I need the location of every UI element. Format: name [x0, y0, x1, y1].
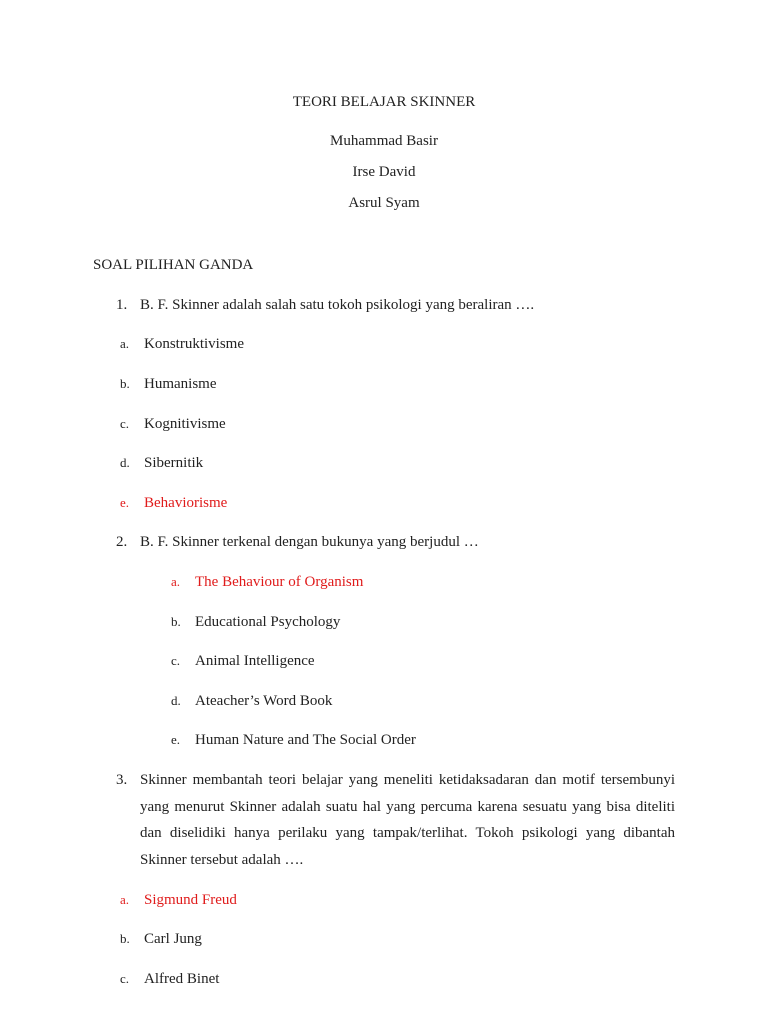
- option-letter: b.: [120, 376, 130, 391]
- option-text: Ateacher’s Word Book: [195, 693, 333, 709]
- author-name: Asrul Syam: [348, 195, 420, 211]
- option-text: Kognitivisme: [144, 416, 226, 432]
- option-letter: b.: [120, 931, 130, 946]
- option-text: Human Nature and The Social Order: [195, 732, 416, 748]
- option-letter: c.: [120, 971, 130, 986]
- correct-option-letter: a.: [171, 574, 181, 589]
- question-number: 1.: [116, 297, 128, 313]
- option-text: Alfred Binet: [144, 971, 220, 987]
- correct-option-text: Sigmund Freud: [144, 892, 237, 908]
- section-heading: SOAL PILIHAN GANDA: [93, 257, 254, 273]
- author-name: Irse David: [352, 164, 416, 180]
- option-letter: a.: [120, 336, 130, 351]
- option-letter: d.: [120, 455, 130, 470]
- correct-option-letter: a.: [120, 892, 130, 907]
- question-text-line: yang menurut Skinner adalah suatu hal yang percuma karena sesuatu yang bisa diteliti: [140, 798, 675, 815]
- question-number: 3.: [116, 772, 128, 788]
- question-text: B. F. Skinner terkenal dengan bukunya yang berjudul …: [140, 534, 479, 550]
- question-text-line: Skinner tersebut adalah ….: [140, 851, 304, 868]
- question-text-line: dan diselidiki hanya perilaku yang tampak/terlihat. Tokoh psikologi yang dibantah: [140, 825, 675, 841]
- question-number: 2.: [116, 534, 128, 550]
- correct-option-letter: e.: [120, 495, 130, 510]
- question-text: B. F. Skinner adalah salah satu tokoh psikologi yang beraliran ….: [140, 297, 535, 313]
- option-letter: c.: [171, 653, 181, 668]
- correct-option-text: Behaviorisme: [144, 495, 228, 511]
- option-letter: d.: [171, 693, 181, 708]
- option-text: Educational Psychology: [195, 614, 341, 630]
- option-text: Sibernitik: [144, 455, 204, 471]
- option-letter: e.: [171, 732, 181, 747]
- correct-option-text: The Behaviour of Organism: [195, 574, 364, 590]
- option-text: Konstruktivisme: [144, 336, 244, 352]
- option-letter: b.: [171, 614, 181, 629]
- question-text: [140, 767, 675, 873]
- option-letter: c.: [120, 416, 130, 431]
- question-text-line: Skinner membantah teori belajar yang meneliti ketidaksadaran dan motif tersembunyi: [140, 772, 675, 788]
- option-text: Humanisme: [144, 376, 217, 392]
- document-title: TEORI BELAJAR SKINNER: [292, 94, 476, 110]
- author-name: Muhammad Basir: [330, 133, 438, 149]
- option-text: Animal Intelligence: [195, 653, 315, 669]
- option-text: Carl Jung: [144, 931, 202, 947]
